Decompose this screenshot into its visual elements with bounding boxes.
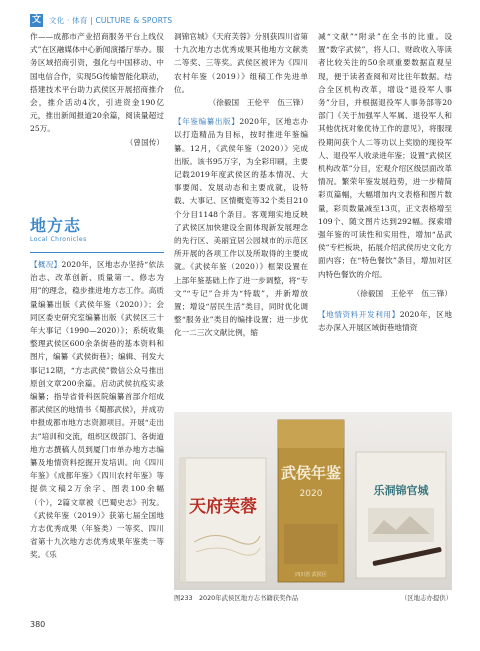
column-2: [174, 30, 308, 340]
book-photo-illustration: [174, 412, 452, 590]
book2-title: 武侯年鉴: [280, 464, 342, 482]
entry-tag: 【年鉴编纂出版】: [174, 117, 240, 127]
entry-tag: 【概况】: [30, 260, 62, 269]
entry-text: 2020年，区地志办坚持“依法治志、改革创新、质量第一、修志为用”的理念，稳步推进地方志工作。高质量编纂出版《武侯年鉴（2020）》；会同区委史研究室编纂出版《武侯区三十年大事记（1990—2020）》；系统收集整理武侯区600余条街巷的基本资料和图片，编纂《武侯街巷》；编辑、刊发大事记12期，“方志武侯”微信公众号推出原创文章200余篇。启动武侯抗疫实录编纂；指导省骨科医院编纂首部介绍成都武侯区的地情书《蜀都武侯》，并成功申报成都市地方志资源项目。开展“走出去”培训和交流，组织区级部门、各街道地方志撰稿人员到厦门市单办地方志编纂及地情资料挖掘开发培训。向《四川年鉴》《成都年鉴》《四川农村年鉴》等提供文稿2万余字、图表100余幅（个），2篇文章被《巴蜀史志》刊发。《武侯年鉴（2019）》获第七届全国地方志优秀成果（年鉴类）一等奖、四川省第十九次地方志优秀成果年鉴类一等奖。《乐: [30, 260, 164, 560]
book-tianfu-furong: [180, 458, 266, 582]
entry-text: 2020年，区地志办以打造精品为目标，按时推进年鉴编纂。12月，《武侯年鉴（2020）》完成出版。该书95万字，为全彩印刷，主要记载2019年度武侯区的基本情况、大事要闻、发展动态和主要成就，设特载、大事记、区情概览等32个类目210个分目1148个条目。客观翔实地反映了武侯区加快建设全面体现新发展理念的先行区、美丽宜居公园城市的示范区所开展的各项工作以及所取得的主要成就。《武侯年鉴（2020）》框架设置在上部年鉴基础上作了进一步调整，将“专文”“专记”合并为“特载”，并新增放置；增设“居民生活”类目，同时优化调整“服务业”类目的编排设置；进一步优化一二三次文献比例，缩: [174, 117, 309, 338]
column-1-lower: [30, 258, 164, 562]
paragraph: [174, 115, 308, 339]
credit: （徐毅国 王伦平 伍三锋）: [208, 98, 308, 108]
section-divider: [30, 252, 164, 253]
column-3: [318, 30, 452, 334]
paragraph: [318, 308, 452, 334]
book3-title: 乐洞锦官城: [373, 484, 429, 497]
section-title: 地方志: [30, 216, 82, 235]
entry-text: 2020年，区地志办深入开展区域街巷地情资: [318, 310, 452, 333]
page-number: 380: [30, 620, 46, 629]
header-section-title: 文化 · 体育 | CULTURE & SPORTS: [49, 15, 173, 25]
credit: （徐毅国 王伦平 伍三锋）: [352, 288, 452, 298]
paragraph: 作——成都市产业招商服务平台上线仪式”在区融媒体中心新闻演播厅举办。服务区域招商引资，强化与中国移动、中国电信合作，实现5G传输智能化联动，搭建技术平台助力武侯区开展招商推介会，推介活动4次，引进资金190亿元，推出新闻报道20余篇，阅读量超过25万。: [30, 32, 164, 134]
credit: （曾国传）: [125, 137, 164, 147]
paragraph: [30, 258, 164, 562]
section-logo-icon: 文: [31, 14, 41, 25]
book2-subtitle: 2020: [299, 489, 323, 499]
photo-caption: [174, 593, 452, 602]
book-wuhou-yearbook: [278, 420, 344, 582]
caption-text: 图233 2020年武侯区地方志书籍获奖作品: [174, 594, 299, 602]
book1-title: 天府芙蓉: [189, 497, 257, 517]
entry-tag: 【地情资料开发利用】: [318, 310, 400, 320]
paragraph: 洞锦官城》《天府芙蓉》分别获四川省第十九次地方志优秀成果其他地方文献类二等奖、三等奖。武侯区被评为《四川农村年鉴（2019）》组稿工作先进单位。: [174, 32, 308, 94]
book-photo: [174, 412, 452, 590]
paragraph: 减“文献”“附录”在全书的比重。设置“数字武侯”，将人口、财政收入等读者比较关注的50余项重要数据直观呈现，便于读者查阅和对比往年数据。结合全区机构改革，增设“退役军人事务”分目，并根据退役军人事务部等20部门《关于加强军人军属、退役军人和其他优抚对象优待工作的意见》，将服现役期间获个人二等功以上奖励的现役军人、退役军人收录进年鉴；设置“武侯区机构改革”分目，宏观介绍区级层面改革情况。繁荣年鉴发展趋势，进一步精简彩页篇幅，大幅增加内文表格和图片数量，彩页数量减至13页，正文表格增至109个、随文图片达到292幅。探索增强年鉴的可读性和实用性，增加“品武侯”专栏板块，拓展介绍武侯历史文化方面内容；在“特色餐饮”条目，增加对区内特色餐饮的介绍。: [318, 32, 452, 279]
section-heading: [30, 216, 164, 250]
column-1: [30, 30, 164, 149]
section-subtitle: Local Chronicles: [30, 236, 87, 243]
caption-credit: （区地志办提供）: [400, 594, 452, 602]
book2-spine: 四川省 武侯区: [295, 572, 327, 578]
running-header: [30, 11, 172, 29]
book-ledong-jinguancheng: [356, 452, 446, 578]
